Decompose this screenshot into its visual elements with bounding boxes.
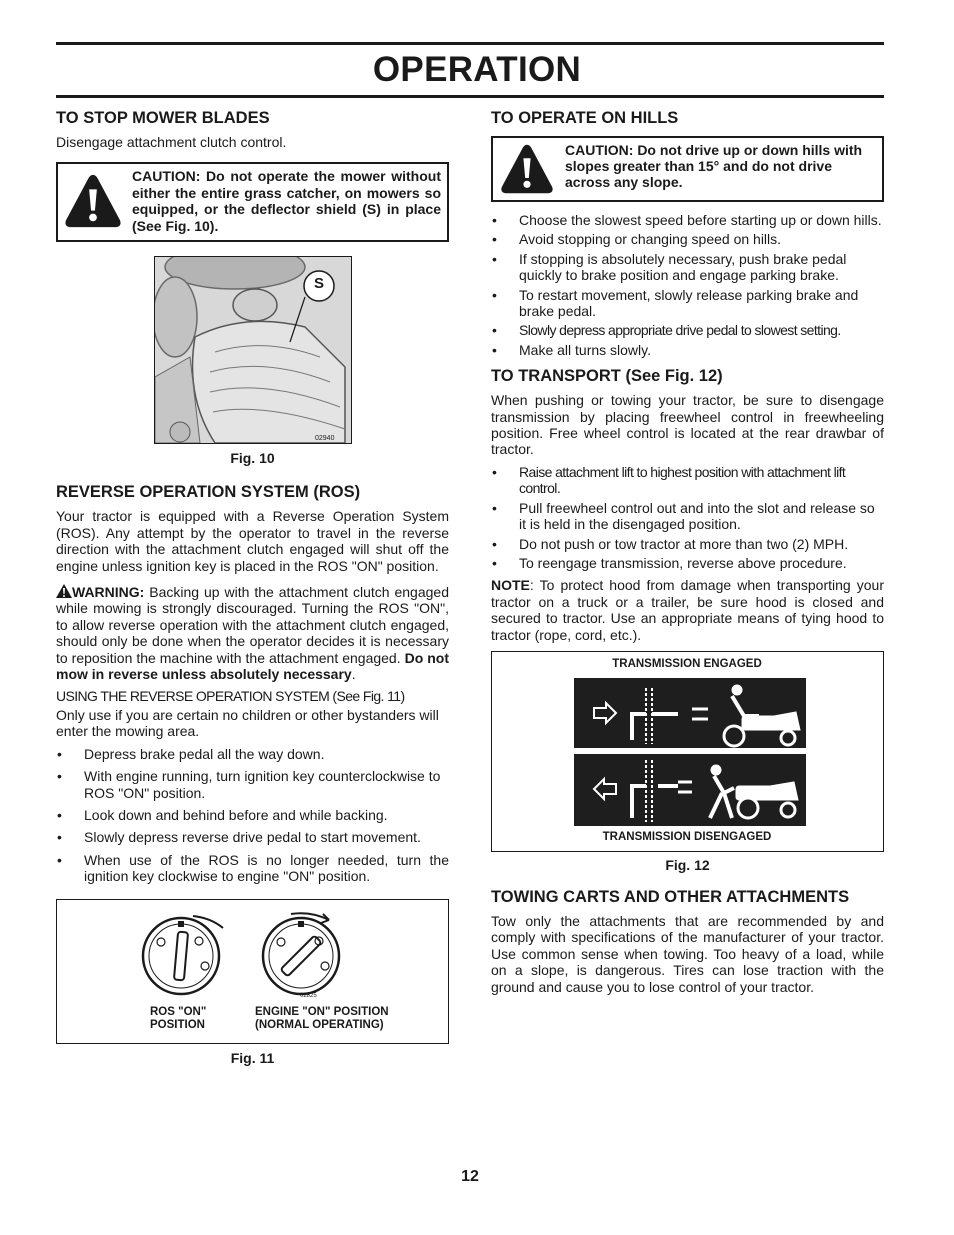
caution-deflector-text: CAUTION: Do not operate the mower without either the entire grass catcher, on mowers so equipped, or the deflector shield (S) in place (See Fig. 10). xyxy=(132,168,441,234)
stop-blades-heading: TO STOP MOWER BLADES xyxy=(56,109,270,127)
transport-bullet-list xyxy=(491,464,884,571)
list-item: • Raise attachment lift to highest position with attachment lift control. xyxy=(491,464,884,497)
list-item: • Choose the slowest speed before starting up or down hills. xyxy=(491,212,884,228)
right-column xyxy=(491,108,884,1001)
list-item: • Make all turns slowly. xyxy=(491,342,884,358)
warning-icon xyxy=(56,584,72,598)
figure-11-ignition xyxy=(56,899,449,1044)
list-item: • To restart movement, slowly release parking brake and brake pedal. xyxy=(491,287,884,320)
ros-using-heading: USING THE REVERSE OPERATION SYSTEM (See Fig. 11) xyxy=(56,688,405,705)
fig12-label-disengaged: TRANSMISSION DISENGAGED xyxy=(602,830,772,843)
fig10-caption: Fig. 10 xyxy=(230,450,275,467)
fig12-caption: Fig. 12 xyxy=(665,856,710,873)
warning-triangle-icon xyxy=(499,142,555,196)
towing-heading: TOWING CARTS AND OTHER ATTACHMENTS xyxy=(491,887,850,906)
transport-intro: When pushing or towing your tractor, be sure to disengage transmission by placing freewheel control in freewheeling position. Free wheel control is located at the rear drawbar of tractor. xyxy=(491,392,884,458)
note-label: NOTE xyxy=(491,577,530,594)
ros-warning-label: WARNING: xyxy=(72,584,145,601)
caution-hills-text: CAUTION: Do not drive up or down hills with slopes greater than 15° and do not drive across any slope. xyxy=(565,142,863,190)
list-item: • Depress brake pedal all the way down. xyxy=(56,746,449,762)
page-title: OPERATION xyxy=(372,50,582,89)
figure-12-transmission xyxy=(491,651,884,852)
engine-on-switch xyxy=(263,913,339,994)
ros-warning-text: Backing up with the attachment clutch engaged while mowing is strongly discouraged. Turning the ROS "ON", to allow reverse operation with the attachment clutch engaged, should only be done when the operator decides it is necessary to reposition the machine with the attachment engaged. xyxy=(56,584,449,666)
fig11-label-engine-on: ENGINE "ON" POSITION (NORMAL OPERATING) xyxy=(255,1005,389,1031)
hills-bullet-list xyxy=(491,212,884,358)
fig10-code: 02940 xyxy=(315,435,335,443)
transport-note xyxy=(491,577,884,643)
caution-box-deflector xyxy=(56,162,449,242)
towing-para: Tow only the attachments that are recommended by and comply with specifications of the manufacturer of your tractor. Use common sense when towing. Too heavy of a load, while on a slope, is dangerous. Tires can lose traction with the ground and cause you to lose control of your tractor. xyxy=(491,912,884,995)
fig11-label-ros-on: ROS "ON" POSITION xyxy=(150,1005,207,1031)
note-text: : To protect hood from damage when transporting your tractor on a truck or a trailer, be sure hood is closed and secured to tractor. Use an appropriate means of tying hood to tractor (rope, cord, etc.). xyxy=(491,577,884,643)
ros-using-intro: Only use if you are certain no children or other bystanders will enter the mowing area. xyxy=(56,706,439,740)
list-item: • When use of the ROS is no longer needed, turn the ignition key clockwise to engine "ON" position. xyxy=(56,852,449,885)
transmission-illustration xyxy=(574,678,808,826)
list-item: • Slowly depress appropriate drive pedal to slowest setting. xyxy=(491,322,884,338)
fig12-label-engaged: TRANSMISSION ENGAGED xyxy=(612,657,762,670)
ros-heading: REVERSE OPERATION SYSTEM (ROS) xyxy=(56,483,361,502)
warning-triangle-icon xyxy=(64,172,122,230)
caution-box-hills xyxy=(491,136,884,202)
list-item: • Slowly depress reverse drive pedal to start movement. xyxy=(56,829,449,845)
list-item: • Do not push or tow tractor at more than two (2) MPH. xyxy=(491,536,884,552)
list-item: • Avoid stopping or changing speed on hills. xyxy=(491,231,884,247)
page-number: 12 xyxy=(461,1168,479,1185)
fig10-callout-s: S xyxy=(313,275,324,293)
hills-heading: TO OPERATE ON HILLS xyxy=(491,109,679,127)
left-column xyxy=(56,108,449,1066)
fig11-caption: Fig. 11 xyxy=(230,1049,275,1066)
transport-heading: TO TRANSPORT (See Fig. 12) xyxy=(491,367,723,386)
top-rule xyxy=(56,42,884,45)
ros-on-switch xyxy=(143,916,223,994)
list-item: • To reengage transmission, reverse above procedure. xyxy=(491,555,884,571)
ros-warning-end: . xyxy=(351,666,356,683)
title-underline xyxy=(56,95,884,98)
ros-intro: Your tractor is equipped with a Reverse Operation System (ROS). Any attempt by the operator to travel in the reverse direction with the attachment clutch engaged will shut off the engine unless ignition key is placed in the ROS "ON" position. xyxy=(56,508,449,574)
list-item: • With engine running, turn ignition key counterclockwise to ROS "ON" position. xyxy=(56,768,449,801)
list-item: • Look down and behind before and while backing. xyxy=(56,807,449,823)
ros-steps-list xyxy=(56,746,449,885)
list-item: • Pull freewheel control out and into the slot and release so it is held in the disengaged position. xyxy=(491,500,884,533)
ros-warning xyxy=(56,584,449,682)
figure-10-deflector xyxy=(154,256,352,444)
ros-warning-bold: Do not mow in reverse unless absolutely necessary xyxy=(56,649,449,683)
list-item: • If stopping is absolutely necessary, push brake pedal quickly to brake position and engage parking brake. xyxy=(491,251,884,284)
stop-blades-intro: Disengage attachment clutch control. xyxy=(56,134,287,150)
fig11-code: 02825 xyxy=(300,992,317,999)
